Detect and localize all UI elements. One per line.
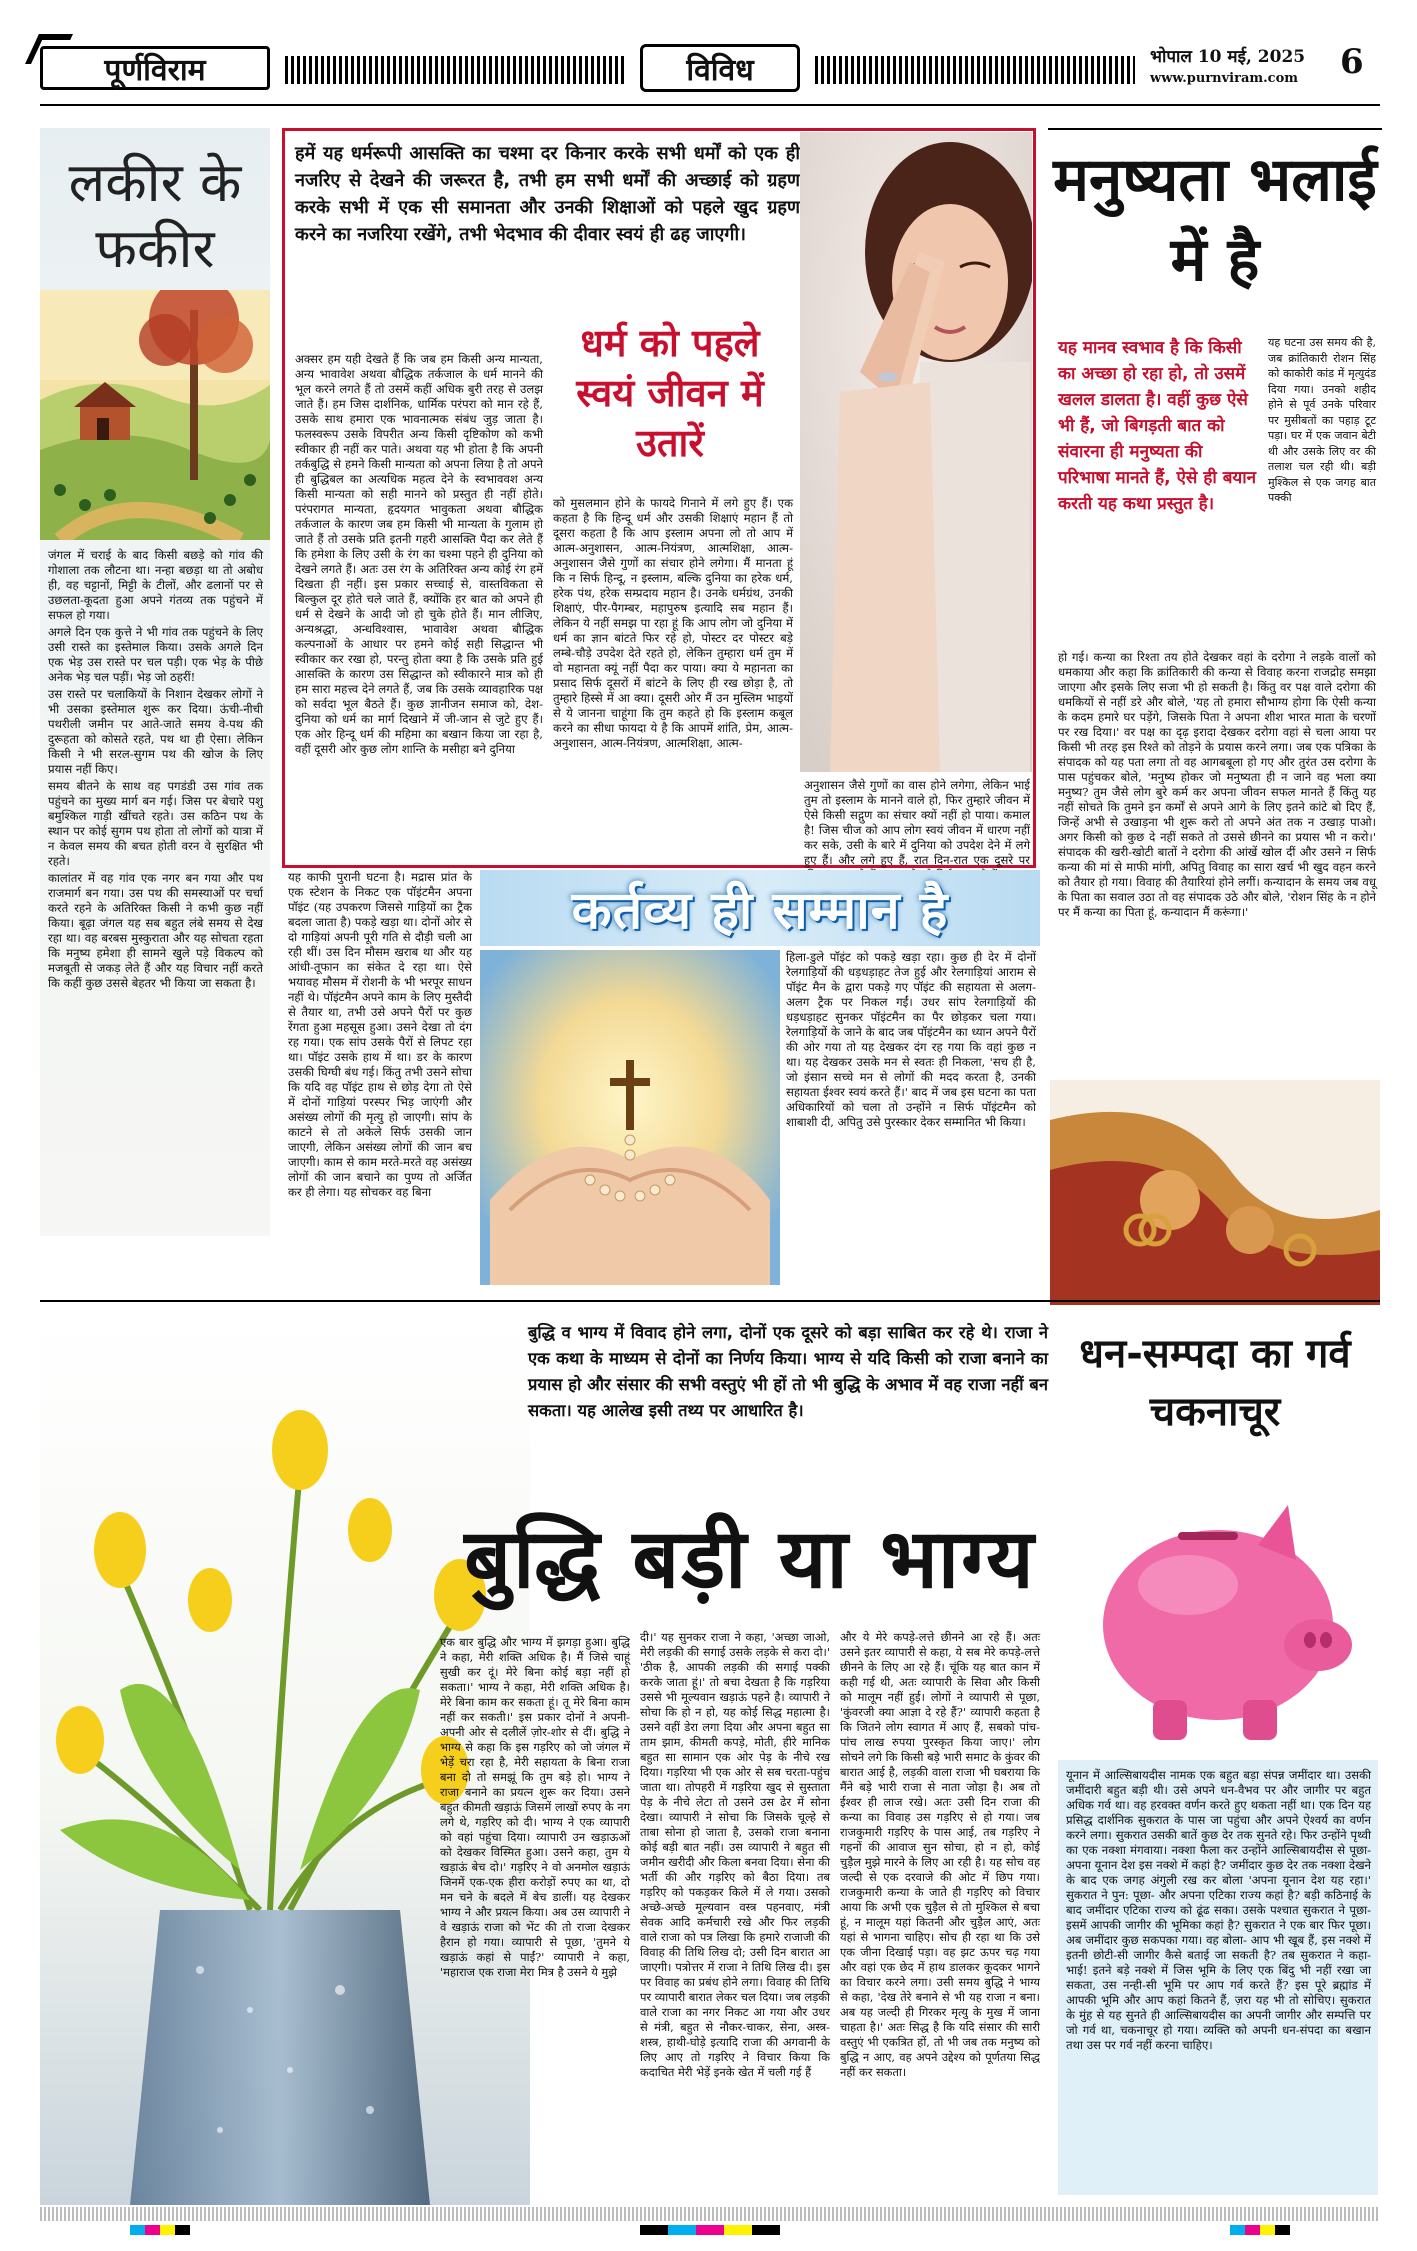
brand-name: पूर्णविराम <box>104 52 206 88</box>
color-swatch-center <box>640 2225 780 2235</box>
masthead-hatch-left <box>285 56 625 84</box>
buddhi-intro: बुद्धि व भाग्य में विवाद होने लगा, दोनों एक दूसरे को बड़ा साबित कर रहे थे। राजा ने एक कथा के माध्यम से दोनों का निर्णय किया। भाग्य से यदि किसी को राजा बनाने का प्रयास हो और संसार की सभी वस्तुएं भी हों तो भी बुद्धि के अभाव में वह राजा नहीं बन सकता। यह आलेख इसी तथ्य पर आधारित है। <box>528 1323 1048 1420</box>
lakeer-body <box>48 548 263 993</box>
buddhi-col-2: दी।' यह सुनकर राजा ने कहा, 'अच्छा जाओ, मेरी लड़की की सगाई उसके लड़के से करा दो।' 'ठीक है, आपकी लड़की की सगाई पक्की करके जाता हूं।' तो बचा देखता है कि गड़रिया उससे भी मूल्यवान खड़ाऊं पहने है। व्यापारी ने सोचा कि हो न हो, यह कोई सिद्ध महात्मा है। उसने वहीं डेरा लगा दिया और अपना बहुत सा ताम झाम, कीमती कपड़े, मोती, हीरे मानिक बहुत सा सामान एक ओर पेड़ के नीचे रख दिया। गड़रिया भी एक ओर से सब चरता-पहुंच जाता था। तोपहरी में गड़रिया खुद से सुस्ताता पेड़ के नीचे लेटा तो उसने उस ढेर में सोना देखा। व्यापारी ने सोचा कि जिसके चूल्हे से ताबा सोना हो जाता है, उसको राजा बनाना कोई बड़ी बात नहीं। उस व्यापारी ने बहुत सी जमीन खरीदी और किला बनवा दिया। सेना की भर्ती की और गड़रिए को बैठा दिया। तब गड़रिए को पकड़कर किले में ले गया। उसको अच्छे-अच्छे मूल्यवान वस्त्र पहनवाए, मंत्री सेवक आदि कर्मचारी रखे और फिर लड़की वाले राजा को पत्र लिखा कि हमारे राजाजी की विवाह की तिथि लिख दो; उसी दिन बारात आ जाएगी। पत्रोत्तर में राजा ने तिथि लिख दी। इस पर विवाह का प्रबंध होने लगा। विवाह की तिथि पर व्यापारी बारात लेकर चल दिया। जब लड़की वाले राजा का नगर निकट आ गया और उधर से मंत्री, बहुत से नौकर-चाकर, सेना, अस्त्र-शस्त्र, हाथी-घोड़े इत्यादि राजा की अगवानी के लिए आए तो गड़रिए ने विचार किया कि कदाचित मेरी भेड़ें इनके खेत में चली गई हैं <box>640 1630 830 2079</box>
lakeer-para-4: समय बीतने के साथ वह पगडंडी उस गांव तक पहुंचने का मुख्य मार्ग बन गई। जिस पर बेचारे पशु बमुश्किल गाड़ी खींचते रहते। उस कठिन पथ के स्थान पर कोई सुगम पथ होता तो लोगों को यात्रा में न केवल समय की बचत होती वरन वे सुरक्षित भी रहते। <box>48 779 263 868</box>
wedding-hands-photo <box>1050 1080 1380 1305</box>
date-box <box>1150 44 1350 86</box>
kartavya-left: यह काफी पुरानी घटना है। मद्रास प्रांत के एक स्टेशन के निकट एक पॉइंटमैन अपना पॉइंट (यह उपकरण जिससे गाड़ियों का ट्रैक बदला जाता है) पकड़े खड़ा था। दोनों ओर से दो गाड़ियां अपनी पूरी गति से दौड़ी चली आ रही थीं। उस दिन मौसम खराब था और यह आंधी-तूफान का संकेत दे रहा था। ऐसे भयावह मौसम में रोशनी के भी भरपूर साधन नहीं थे। पॉइंटमैन अपने काम के लिए मुस्तैदी से तैयार था, तभी उसे अपने पैरों पर कुछ रेंगता हुआ महसूस हुआ। उसने देखा तो दंग रह गया। एक सांप उसके पैरों से लिपट रहा था। पॉइंट उसके हाथ में था। डर के कारण उसकी घिग्घी बंध गई। किंतु तभी उसने सोचा कि यदि वह पॉइंट हाथ से छोड़ देगा तो ऐसे में दोनों गाड़ियां परस्पर भिड़ जाएंगी और असंख्य लोगों की मृत्यु हो जाएगी। सांप के काटने से तो अकेले सिर्फ उसकी जान जाएगी, लेकिन असंख्य लोगों की जान बच जाएगी। काम से काम मरते-मरते वह असंख्य लोगों की जान बचाने का पुण्य तो अर्जित कर ही लेगा। यह सोचकर वह बिना <box>288 870 472 1199</box>
hands-rosary-photo <box>480 950 780 1285</box>
section-label <box>640 44 800 92</box>
manushyata-rule <box>1048 128 1382 130</box>
lakeer-para-3: उस रास्ते पर चलाकियों के निशान देखकर लोगों ने भी उसका इस्तेमाल शुरू कर दिया। ऊंची-नीची पथरीली जमीन पर आते-जाते समय वे-पथ की दुरूहता को कोसते रहते, पथ था ही ऐसा। लेकिन किसी ने भी सरल-सुगम पथ की खोज के लिए प्रयास नहीं किए। <box>48 687 263 776</box>
buddhi-title: बुद्धि बड़ी या भाग्य <box>464 1512 1036 1607</box>
dhan-body: यूनान में आल्सिबायदीस नामक एक बहुत बड़ा संपन्न जमींदार था। उसकी जमींदारी बहुत बड़ी थी। उसे अपने धन-वैभव पर और जागीर पर बहुत अधिक गर्व था। वह हरवक्त वर्णन करते हुए थकता नहीं था। एक दिन यह प्रसिद्ध दार्शनिक सुकरात के पास जा पहुंचा और अपने ऐश्वर्य का वर्णन करने लगा। सुकरात उसकी बातें कुछ देर तक सुनते रहे। फिर उन्होंने पृथ्वी का एक नक्शा मंगवाया। नक्शा फैला कर उन्होंने आल्सिबायदीस से पूछा- अपना यूनान देश इस नक्शे में कहां है? जमींदार कुछ देर तक नक्शा देखने के बाद एक जगह अंगुली रख कर बोला 'अपना यूनान देश यह रहा।' सुकरात ने पुन: पूछा- और अपना एटिका राज्य कहां है? बड़ी कठिनाई के बाद जमींदार एटिका राज्य को ढूंढ सका। उसके पश्चात सुकरात ने पूछा- इसमें आपकी जागीर की भूमिका कहां है? सुकरात ने एक बार फिर पूछा। अब जमींदार कुछ सकपका गया। वह बोला- आप भी खूब हैं, इस नक्शे में इतनी छोटी-सी जागीर कैसे बताई जा सकती है? तब सुकरात ने कहा- भाई! इतने बड़े नक्शे में जिस भूमि के लिए एक बिंदु भी नहीं रखा जा सकता, उस नन्ही-सी भूमि पर आप गर्व करते हैं? इस पूरे ब्रह्मांड में आपकी भूमि और आप कहां कितने हैं, ज़रा यह भी तो सोचिए। सुकरात के मुंह से यह सुनते ही आल्सिबायदीस का अपनी जागीर और सम्पत्ति पर जो गर्व था, चकनाचूर हो गया। व्यक्ति को अपनी धन-संपदा का बखान तथा उस पर गर्व नहीं करना चाहिए। <box>1066 1768 1371 2052</box>
website-link[interactable]: www.purnviram.com <box>1150 71 1299 86</box>
wedding-hands-art <box>1050 1080 1380 1305</box>
kartavya-title: कर्तव्य ही सम्मान है <box>571 880 949 941</box>
color-swatch-right <box>1230 2225 1290 2235</box>
section-name: विविध <box>686 52 754 88</box>
manushyata-intro: यह मानव स्वभाव है कि किसी का अच्छा हो रहा हो, तो उसमें खलल डालता है। वहीं कुछ ऐसे भी हैं, जो बिगड़ती बात को संवारना ही मनुष्यता की परिभाषा मानते हैं, ऐसे ही बयान करती यह कथा प्रस्तुत है। <box>1058 338 1257 514</box>
dharma-col-3: अनुशासन जैसे गुणों का वास होने लगेगा, लेकिन भाई तुम तो इस्लाम के मानने वाले हो, फिर तुम्हारे जीवन में ऐसे किसी सद्गुण का संचार क्यों नहीं हो पाया। कमाल है! जिस चीज को आप लोग स्वयं जीवन में धारण नहीं कर सके, उसी के बारे में दुनिया को उपदेश देने में लगे हुए हैं। और लगे हुए हैं, रात दिन-रात एक दूसरे पर <box>804 778 1030 867</box>
lakeer-para-5: कालांतर में वह गांव एक नगर बन गया और पथ राजमार्ग बन गया। उस पथ की समस्याओं पर चर्चा करते रहने के अतिरिक्त किसी ने कभी कुछ नहीं किया। बूढ़ा जंगल यह सब बहुत लंबे समय से देख रहा था। वह बरबस मुस्कुराता और यह सोचता रहता कि मनुष्य हमेशा ही सामने खुले पड़े विकल्प को मजबूती से जकड़ लेते हैं और यह विचार नहीं करते कि कहीं कुछ उससे बेहतर भी किया जा सकता है। <box>48 871 263 990</box>
masthead-rule <box>40 104 1380 106</box>
praying-woman-art <box>800 132 1032 772</box>
dharma-col-1: अक्सर हम यही देखते हैं कि जब हम किसी अन्य मान्यता, अन्य भावावेश अथवा बौद्धिक तर्कजाल के धर्म मानने की भूल करने लगते हैं तो उसमें कहीं अधिक बुरी तरह से उलझ जाते हैं। हम जिस दार्शनिक, धार्मिक परंपरा को मान रहे हैं, उसके साथ हमारा एक भावनात्मक संबंध जुड़ जाता है। फलस्वरूप उसके विपरीत अन्य किसी दृष्टिकोण को कभी स्वीकार ही नहीं कर पाते। अथवा यह भी होता है कि अपनी तर्कबुद्धि से हमने किसी मान्यता को अपना लिया है तो अपने ही बुद्धिबल का अत्यधिक महत्व देने के स्वभाववश अन्य किसी मान्यता को सही मानने को प्रस्तुत ही नहीं होते। परंपरागत मान्यता, हृदयगत भावुकता अथवा बौद्धिक तर्कजाल के कारण जब हम किसी भी मान्यता के गुलाम हो जाते हैं तो उसके प्रति इतनी गहरी आसक्ति पैदा कर लेते हैं कि हमेशा के लिए उसी के रंग का चश्मा पहने ही दुनिया को देखने लगते हैं। अतः उस रंग के अतिरिक्त अन्य कोई रंग हमें दिखता ही नहीं। इस प्रकार सच्चाई से, वास्तविकता से बिल्कुल दूर होते चले जाते हैं, क्योंकि हर बात को अपने ही धर्म से देखने के आदी जो हो चुके होते हैं। मान लीजिए, अन्यश्रद्धा, अन्धविश्वास, भावावेश अथवा बौद्धिक कल्पनाओं के आधार पर हमने कोई सही सिद्धान्त भी स्वीकार कर रखा हो, परन्तु होता क्या है कि उसके प्रति हुई आसक्ति के कारण उस सिद्धान्त को स्वीकारने मात्र को ही हम सारा महत्त्व देने लगते हैं, जब कि उसके व्यावहारिक पक्ष को सर्वदा भूल बैठते हैं। कुछ ज्ञानीजन समाज को, देश-दुनिया को धर्म का मार्ग दिखाने में जी-जान से जुटे हुए हैं। एक ओर हिन्दू धर्म की महिमा का बखान किया जा रहा है, वहीं दूसरी ओर कुछ लोग शान्ति के मसीहा बने दुनिया <box>295 352 543 756</box>
hands-rosary-art <box>480 950 780 1285</box>
section-divider <box>40 1300 1380 1302</box>
issue-date: भोपाल 10 मई, 2025 <box>1150 47 1306 67</box>
lakeer-para-2: अगले दिन एक कुत्ते ने भी गांव तक पहुंचने के लिए उसी रास्ते का इस्तेमाल किया। उसके अगले दिन एक भेड़ उस रास्ते पर चल पड़ी। एक भेड़ के पीछे अनेक भेड़ चल पड़ीं। भेड़ जो ठहरीं! <box>48 625 263 684</box>
masthead <box>40 38 1380 98</box>
village-art <box>40 290 270 540</box>
kartavya-right: हिला-डुले पॉइंट को पकड़े खड़ा रहा। कुछ ही देर में दोनों रेलगाड़ियों की धड़धड़ाहट तेज हुई और रेलगाड़ियां आराम से पॉइंट मैन के द्वारा पकड़े गए पॉइंट की सहायता से अलग-अलग ट्रैक पर निकल गईं। उधर सांप रेलगाड़ियों की धड़धड़ाहट सुनकर पॉइंटमैन का पैर छोड़कर चला गया। रेलगाड़ियों के जाने के बाद जब पॉइंटमैन का ध्यान अपने पैरों की ओर गया तो यह देखकर दंग रह गया कि वहां कुछ न था। यह देखकर उसके मन से स्वतः ही निकला, 'सच ही है, जो इंसान सच्चे मन से लोगों की मदद करता है, उनकी सहायता ईश्वर स्वयं करते हैं।' बाद में जब इस घटना का पता अधिकारियों को चला तो उन्होंने न सिर्फ पॉइंटमैन को शाबाशी दी, अपितु उसे पुरस्कार देकर सम्मानित भी किया। <box>786 950 1036 1129</box>
village-illustration <box>40 290 270 540</box>
dhan-title: धन-सम्पदा का गर्व चकनाचूर <box>1079 1331 1351 1435</box>
manushyata-body: हो गई। कन्या का रिश्ता तय होते देखकर वहां के दरोगा ने लड़के वालों को धमकाया और कहा कि क्रांतिकारी की कन्या से विवाह करना राजद्रोह समझा जाएगा और इसके लिए सजा भी हो सकती है। किंतु वर पक्ष वाले दरोगा की धमकियों से नहीं डरे और बोले, 'यह तो हमारा सौभाग्य होगा कि ऐसी कन्या के कदम हमारे घर पड़ेंगे, जिसके पिता ने अपना शीश भारत माता के चरणों पर रख दिया।' वर पक्ष का दृढ़ इरादा देखकर दरोगा वहां से चला आया पर किसी भी तरह इस रिश्ते को तोड़ने के प्रयास करने लगा। जब एक पत्रिका के संपादक को यह पता लगा तो वह आगबबूला हो गए और तुरंत उस दरोगा के पास पहुंचकर बोले, 'मनुष्य होकर जो मनुष्यता ही न जाने वह भला क्या मनुष्य? तुम जैसे लोग बुरे कर्म कर अपना जीवन सफल मानते हैं किंतु यह नहीं सोचते कि तुमने इन कर्मों से अपने आगे के लिए इतने कांटे बो दिए हैं, जिन्हें अभी से उखाड़ना भी शुरू करो तो अपने अंत तक न उखाड़ पाओ। अगर किसी को कुछ दे नहीं सकते तो उससे छीनने का प्रयास भी न करो।' संपादक की खरी-खोटी बातों ने दरोगा की आंखें खोल दीं और उसने न सिर्फ कन्या की मां से माफी मांगी, अपितु विवाह का सारा खर्च भी खुद वहन करने को तैयार हो गया। विवाह की तैयारियां होने लगीं। कन्यादान के समय जब वधू के पिता का सवाल उठा तो वह संपादक उठे और बोले, 'रोशन सिंह के न होने पर मैं कन्या का पिता हूं, कन्यादान मैं करूंगा।' <box>1058 650 1376 919</box>
praying-woman-photo <box>800 132 1032 772</box>
manushyata-title: मनुष्यता भलाई में है <box>1053 145 1377 295</box>
lakeer-para-1: जंगल में चराई के बाद किसी बछड़े को गांव की गोशाला तक लौटना था। नन्हा बछड़ा था तो अबोध ही, वह चट्टानों, मिट्टी के टीलों, और ढलानों पर से उछलता-कूदता हुआ अपने गंतव्य तक पहुंचने में सफल हो गया। <box>48 548 263 622</box>
piggy-bank-art <box>1058 1460 1378 1760</box>
footer-bar <box>40 2207 1380 2221</box>
masthead-hatch-right <box>815 56 1135 84</box>
manushyata-side: यह घटना उस समय की है, जब क्रांतिकारी रोशन सिंह को काकोरी कांड में मृत्युदंड दिया गया। उनको शहीद होने से पूर्व उनके परिवार पर मुसीबतों का पहाड़ टूट पड़ा। घर में एक जवान बेटी थी और उसके लिए वर की तलाश चल रही थी। बड़ी मुश्किल से एक जगह बात पक्की <box>1268 336 1376 504</box>
buddhi-col-1: एक बार बुद्धि और भाग्य में झगड़ा हुआ। बुद्धि ने कहा, मेरी शक्ति अधिक है। मैं जिसे चाहूं सुखी कर दूं। मेरे बिना कोई बड़ा नहीं हो सकता।' भाग्य ने कहा, मेरी शक्ति अधिक है। मेरे बिना काम कर सकता हूं। तू मेरे बिना काम नहीं कर सकती।' इस प्रकार दोनों ने अपनी-अपनी ओर से दलीलें ज़ोर-शोर से दीं। बुद्धि ने भाग्य से कहा कि इस गड़रिए को जो जंगल में भेड़ें चरा रहा है, मेरी सहायता के बिना राजा बना दो तो समझूं कि तुम बड़े हो। भाग्य ने राजा बनाने का प्रयत्न शुरू कर दिया। उसने बहुत कीमती खड़ाऊं जिसमें लाखों रुपए के नग लगे थे, गड़रिए को दी। भाग्य ने एक व्यापारी को वहां पहुंचा दिया। व्यापारी उन खड़ाऊओं को देखकर विस्मित हुआ। उसने कहा, तुम ये खड़ाऊं बेच दो।' गड़रिए ने वो अनमोल खड़ाऊं जिनमें एक-एक हीरा करोड़ों रुपए का था, दो मन चने के बदले में बेच डालीं। यह देखकर भाग्य ने और प्रयत्न किया। अब उस व्यापारी ने वे खड़ाऊं राजा को भेंट की तो राजा देखकर हैरान हो गया। व्यापारी से पूछा, 'तुमने ये खड़ाऊं कहां से पाईं?' व्यापारी ने कहा, 'महाराज एक राजा मेरा मित्र है उसने ये मुझे <box>440 1635 630 1979</box>
buddhi-col-3: और ये मेरे कपड़े-लत्ते छीनने आ रहे हैं। अतः उसने इतर व्यापारी से कहा, ये सब मेरे कपड़े-लत्ते छीनने के लिए आ रहे हैं। चूंकि यह बात कान में कही गई थी, अतः व्यापारी के सिवा और किसी को मालूम नहीं हुई। लोगों ने व्यापारी से पूछा, 'कुंवरजी क्या आज्ञा दे रहे हैं?' व्यापारी कहता है कि जितने लोग स्वागत में आए हैं, सबको पांच-पांच लाख रुपया पुरस्कृत किया जाए।' लोग सोचने लगे कि किसी बड़े भारी समाट के कुंवर की बारात आई है, लड़की वाला राजा भी घबराया कि मैंने बड़े भारी राजा से नाता जोड़ा है। अब तो ईश्वर ही लाज रखे। अतः उसी दिन राजा की कन्या का विवाह उस गड़रिए से हो गया। जब राजकुमारी गड़रिए के पास आई, तब गड़रिए ने गहनों की आवाज सुन सोचा, हो न हो, कोई चुड़ैल मुझे मारने के लिए आ रही है। यह सोच वह जल्दी से एक दरवाजे की ओट में छिप गया। राजकुमारी कन्या के जाते ही गड़रिए को विचार आया कि अभी एक चुड़ैल से तो मुश्किल से बचा हूं, न मालूम यहां कितनी और चुड़ैल आएं, अतः यहां से भागना चाहिए। सोच ही रहा था कि उसे एक जीना दिखाई पड़ा। वह झट ऊपर चढ़ गया और वहां एक छेद में हाथ डालकर कूदकर भागने का विचार करने लगा। उसी समय बुद्धि ने भाग्य से कहा, 'देख तेरे बनाने से भी यह राजा न बना। अब यह जल्दी ही गिरकर मृत्यु के मुख में जाना चाहता है।' अतः सिद्ध है कि यदि संसार की सारी वस्तुएं भी एकत्रित हों, तो भी जब तक मनुष्य को बुद्धि न आए, वह अपने उद्देश्य को पूर्णतया सिद्ध नहीं कर सकता। <box>840 1630 1040 2079</box>
color-swatch-left <box>130 2225 190 2235</box>
piggy-bank-photo <box>1058 1460 1378 1760</box>
page-number: 6 <box>1340 42 1364 82</box>
dharma-col-2: को मुसलमान होने के फायदे गिनाने में लगे हुए हैं। एक कहता है कि हिन्दू धर्म और उसकी शिक्षाएं महान हैं तो दूसरा कहता है कि आप इस्लाम अपना लो तो आप में आत्म-अनुशासन, आत्म-नियंत्रण, आत्मशिक्षा, आत्म-अनुशासन जैसे गुणों का संचार होने लगेगा। मैं मानता हूं कि न सिर्फ हिन्दू, न इस्लाम, बल्कि दुनिया का हरेक धर्म, हरेक पंथ, हरेक सम्प्रदाय महान है। उनके धर्मग्रंथ, उनकी शिक्षाएं, पीर-पैगम्बर, महापुरुष इत्यादि सब महान हैं। लेकिन ये नहीं समझ पा रहा हूं कि आप लोग जो दुनिया में धर्म का ज्ञान बांटते फिर रहे हो, पोस्टर दर पोस्टर बड़े लम्बे-चौड़े उपदेश देते रहते हो, लेकिन तुम्हारा धर्म तुम में वो महानता क्यूं नहीं पैदा कर पाया। क्या ये महानता का प्रसाद सिर्फ दूसरों में बांटने के लिए ही रख छोड़ा है, तो तुम्हारे हिस्से में आ क्या। दूसरी ओर मैं उन मुस्लिम भाइयों से ये जानना चाहूंगा कि तुम कहते हो कि इस्लाम कबूल करने का सीधा फायदा ये है कि आपमें शांति, प्रेम, आत्म-अनुशासन, आत्म-नियंत्रण, आत्मशिक्षा, आत्म- <box>553 496 793 750</box>
dharma-intro: हमें यह धर्मरूपी आसक्ति का चश्मा दर किनार करके सभी धर्मों को एक ही नजरिए से देखने की जरूरत है, तभी हम सभी धर्मों की अच्छाई को ग्रहण करके सभी में एक सी समानता और उनकी शिक्षाओं को पहले खुद ग्रहण करने का नजरिया रखेंगे, तभी भेदभाव की दीवार स्वयं ही ढह जाएगी। <box>295 143 800 245</box>
lakeer-title: लकीर के फकीर <box>68 151 242 280</box>
dharma-title: धर्म को पहले स्वयं जीवन में उतारें <box>576 321 764 465</box>
brand-logo <box>40 46 270 90</box>
